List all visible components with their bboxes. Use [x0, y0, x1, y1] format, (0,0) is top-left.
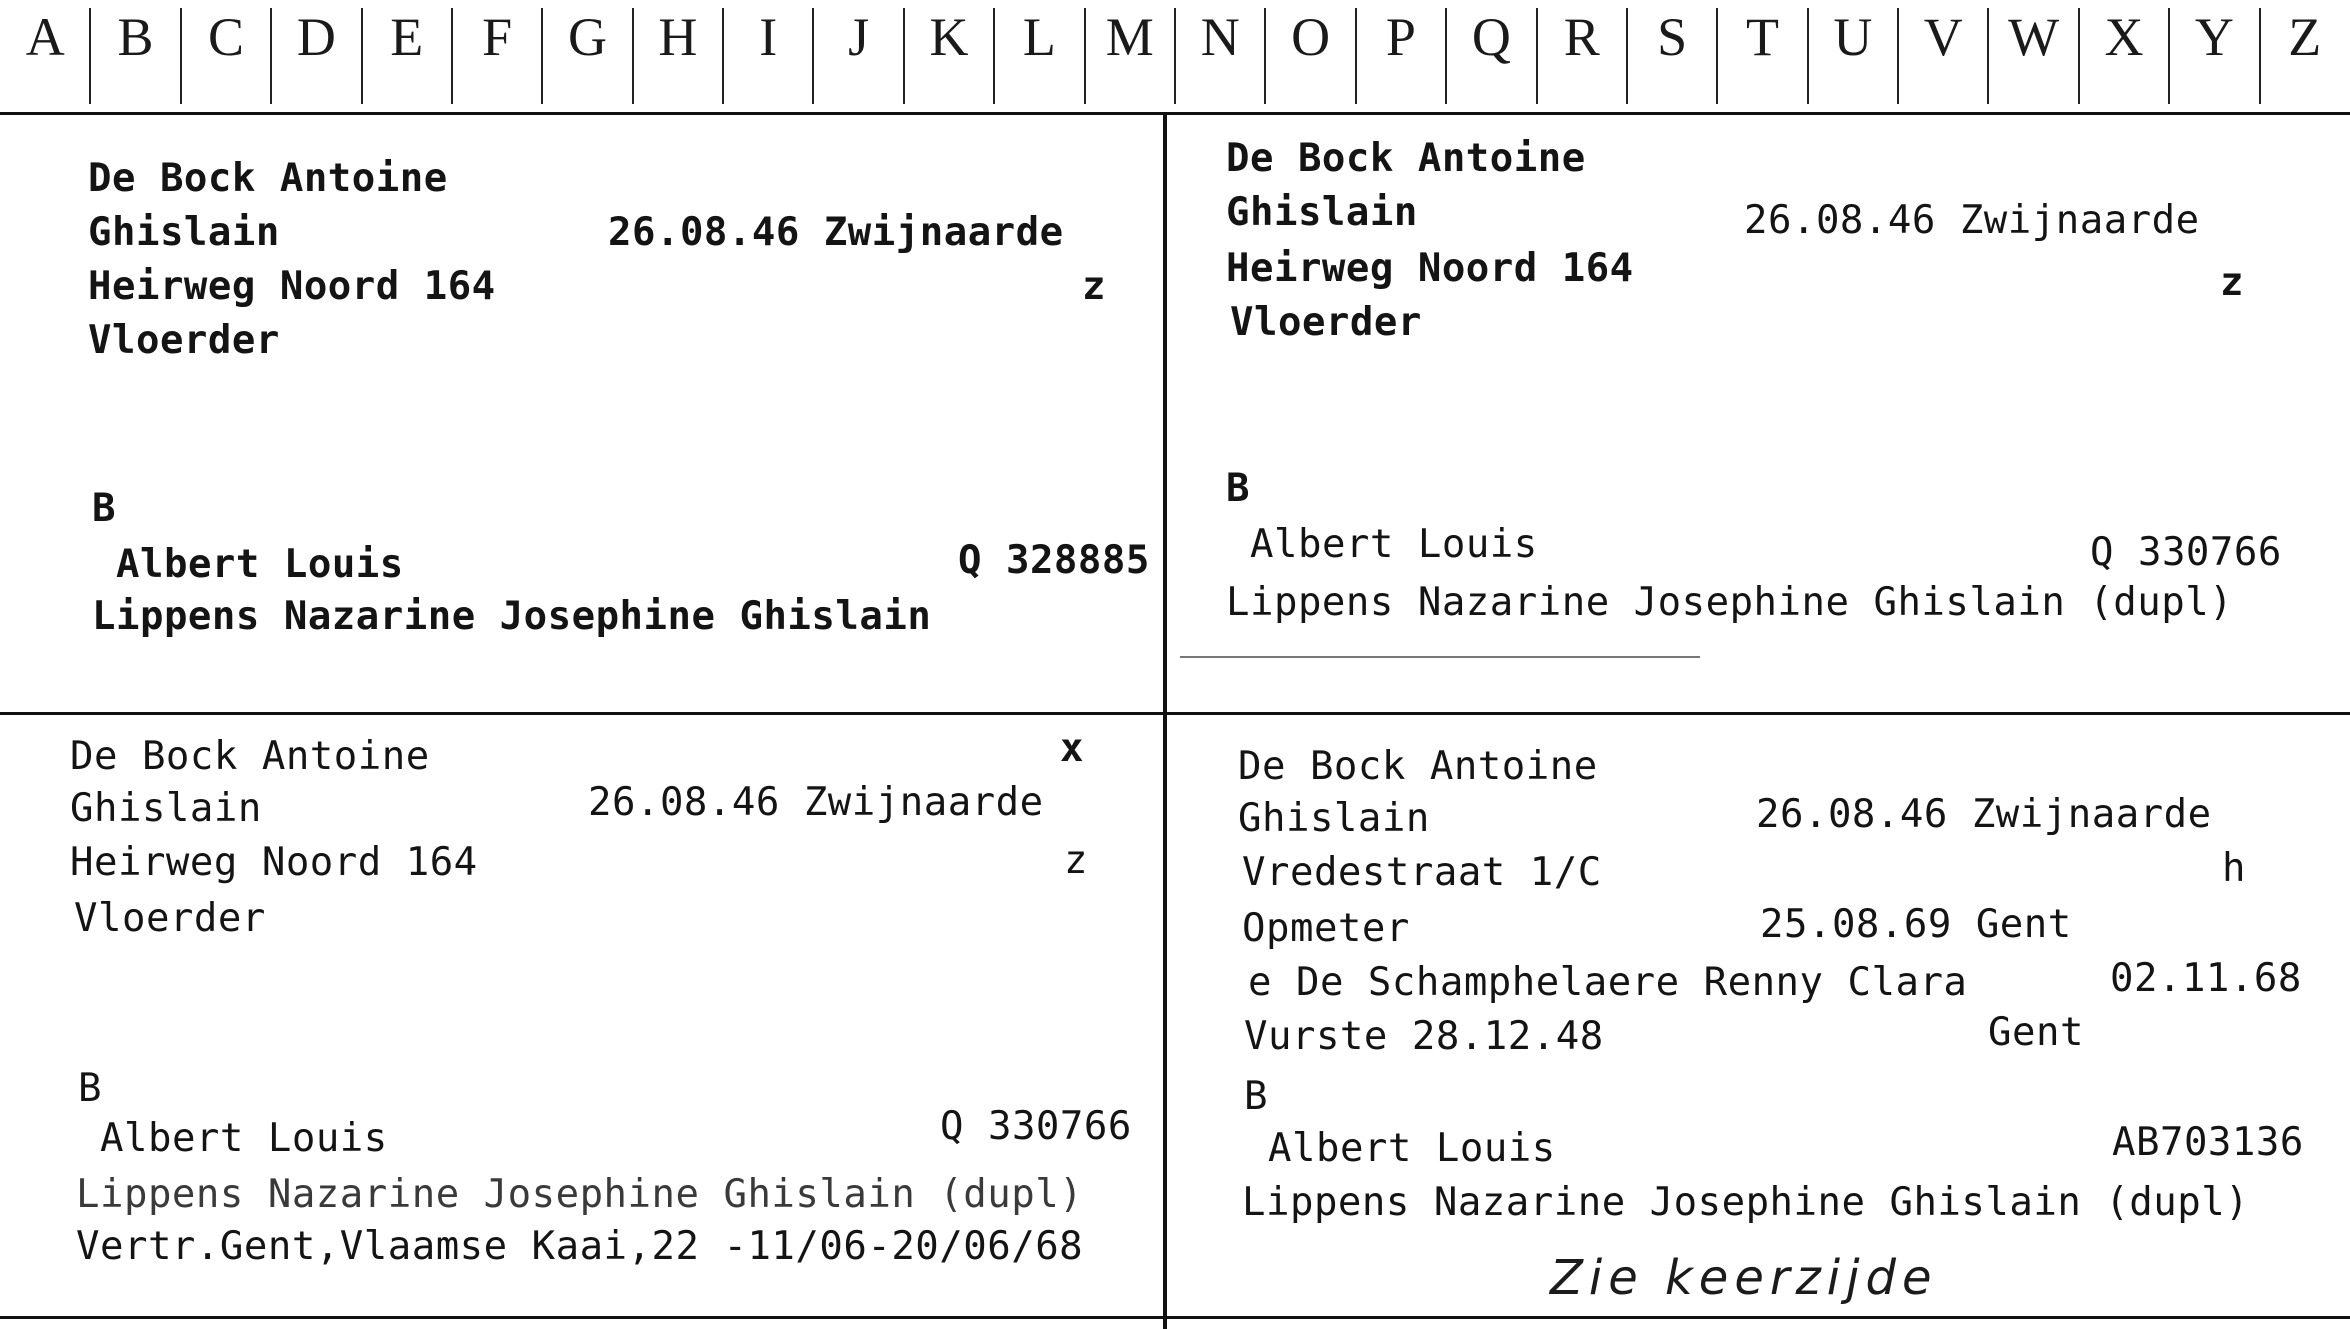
alphabet-separator [632, 8, 634, 104]
card-number: AB703136 [2112, 1120, 2304, 1165]
card-address: Heirweg Noord 164 [70, 840, 478, 885]
card-code: z [1064, 838, 1088, 883]
card-letter: B [92, 486, 116, 531]
alphabet-separator [722, 8, 724, 104]
card-number: Q 330766 [940, 1104, 1132, 1149]
alphabet-separator [1987, 8, 1989, 104]
card-code: z [2220, 260, 2244, 305]
alphabet-separator [451, 8, 453, 104]
card-name: De Bock Antoine [88, 156, 448, 201]
card-name: De Bock Antoine [1238, 744, 1598, 789]
alphabet-separator [1807, 8, 1809, 104]
vertical-divider [1163, 112, 1167, 1329]
card-spouse-date: 02.11.68 [2110, 956, 2302, 1001]
card-mother: Lippens Nazarine Josephine Ghislain [92, 594, 932, 639]
card-name: De Bock Antoine [70, 734, 430, 779]
alphabet-letter-y: Y [2194, 7, 2234, 67]
alphabet-letter-u: U [1833, 7, 1873, 67]
alphabet-letter-s: S [1657, 7, 1688, 67]
card-number: Q 330766 [2090, 530, 2282, 575]
card-spouse-place: Gent [1988, 1010, 2084, 1055]
card-spouse-birth: Vurste 28.12.48 [1244, 1014, 1604, 1059]
alphabet-separator [1174, 8, 1176, 104]
alphabet-letter-j: J [848, 7, 870, 67]
card-mark: x [1060, 726, 1084, 771]
alphabet-letter-r: R [1563, 7, 1600, 67]
alphabet-separator [1536, 8, 1538, 104]
card-birth: 26.08.46 Zwijnaarde [1744, 198, 2200, 243]
alphabet-letter-c: C [207, 7, 244, 67]
alphabet-letter-e: E [390, 7, 424, 67]
alphabet-separator [2168, 8, 2170, 104]
alphabet-letter-m: M [1105, 7, 1154, 67]
card-father: Albert Louis [116, 542, 404, 587]
alphabet-letter-x: X [2104, 7, 2144, 67]
alphabet-letter-w: W [2008, 7, 2060, 67]
alphabet-separator [812, 8, 814, 104]
card-birth: 26.08.46 Zwijnaarde [1756, 792, 2212, 837]
card-father: Albert Louis [1250, 522, 1538, 567]
alphabet-separator [903, 8, 905, 104]
alphabet-separator [1445, 8, 1447, 104]
bottom-border [0, 1316, 2350, 1319]
card-first-name: Ghislain [88, 210, 280, 255]
card-address: Heirweg Noord 164 [88, 264, 496, 309]
smudge [1180, 656, 1700, 658]
alphabet-separator [2259, 8, 2261, 104]
alphabet-separator [361, 8, 363, 104]
card-marriage: 25.08.69 Gent [1760, 902, 2072, 947]
handwritten-note: Zie keerzijde [1550, 1250, 1938, 1306]
alphabet-index [0, 0, 2350, 115]
horizontal-divider [0, 712, 2350, 715]
card-occupation: Vloerder [1230, 300, 1422, 345]
card-note: Vertr.Gent,Vlaamse Kaai,22 -11/06-20/06/68 [76, 1224, 1084, 1269]
alphabet-letter-p: P [1385, 7, 1416, 67]
card-father: Albert Louis [1268, 1126, 1556, 1171]
alphabet-separator [2078, 8, 2080, 104]
alphabet-letter-o: O [1291, 7, 1331, 67]
card-name: De Bock Antoine [1226, 136, 1586, 181]
card-address: Heirweg Noord 164 [1226, 246, 1634, 291]
alphabet-letter-n: N [1200, 7, 1240, 67]
card-first-name: Ghislain [70, 786, 262, 831]
alphabet-letter-t: T [1745, 7, 1779, 67]
alphabet-letter-v: V [1923, 7, 1963, 67]
alphabet-letter-d: D [296, 7, 336, 67]
alphabet-letter-f: F [482, 7, 513, 67]
alphabet-separator [1626, 8, 1628, 104]
card-letter: B [1244, 1074, 1268, 1119]
alphabet-separator [1716, 8, 1718, 104]
alphabet-letter-z: Z [2288, 7, 2322, 67]
card-first-name: Ghislain [1226, 190, 1418, 235]
alphabet-letter-b: B [117, 7, 154, 67]
alphabet-separator [270, 8, 272, 104]
card-mother: Lippens Nazarine Josephine Ghislain (dupl) [1226, 580, 2234, 625]
card-code: z [1082, 264, 1106, 309]
card-letter: B [1226, 466, 1250, 511]
alphabet-separator [1897, 8, 1899, 104]
alphabet-letter-g: G [567, 7, 607, 67]
card-occupation: Vloerder [74, 896, 266, 941]
alphabet-letter-a: A [25, 7, 65, 67]
card-spouse: e De Schamphelaere Renny Clara [1248, 960, 1968, 1005]
alphabet-separator [1355, 8, 1357, 104]
alphabet-letter-q: Q [1471, 7, 1511, 67]
card-code: h [2222, 846, 2246, 891]
card-occupation: Vloerder [88, 318, 280, 363]
alphabet-separator [180, 8, 182, 104]
card-birth: 26.08.46 Zwijnaarde [608, 210, 1064, 255]
card-birth: 26.08.46 Zwijnaarde [588, 780, 1044, 825]
card-occupation: Opmeter [1242, 906, 1410, 951]
alphabet-letter-h: H [658, 7, 698, 67]
card-letter: B [78, 1066, 102, 1111]
alphabet-separator [993, 8, 995, 104]
card-father: Albert Louis [100, 1116, 388, 1161]
card-first-name: Ghislain [1238, 796, 1430, 841]
alphabet-letter-i: I [759, 7, 778, 67]
alphabet-separator [1264, 8, 1266, 104]
card-mother: Lippens Nazarine Josephine Ghislain (dupl) [1242, 1180, 2250, 1225]
alphabet-letter-l: L [1022, 7, 1056, 67]
card-mother: Lippens Nazarine Josephine Ghislain (dupl) [76, 1172, 1084, 1217]
alphabet-separator [1084, 8, 1086, 104]
card-address: Vredestraat 1/C [1242, 850, 1602, 895]
card-number: Q 328885 [958, 538, 1150, 583]
alphabet-separator [541, 8, 543, 104]
alphabet-letter-k: K [929, 7, 969, 67]
alphabet-separator [89, 8, 91, 104]
